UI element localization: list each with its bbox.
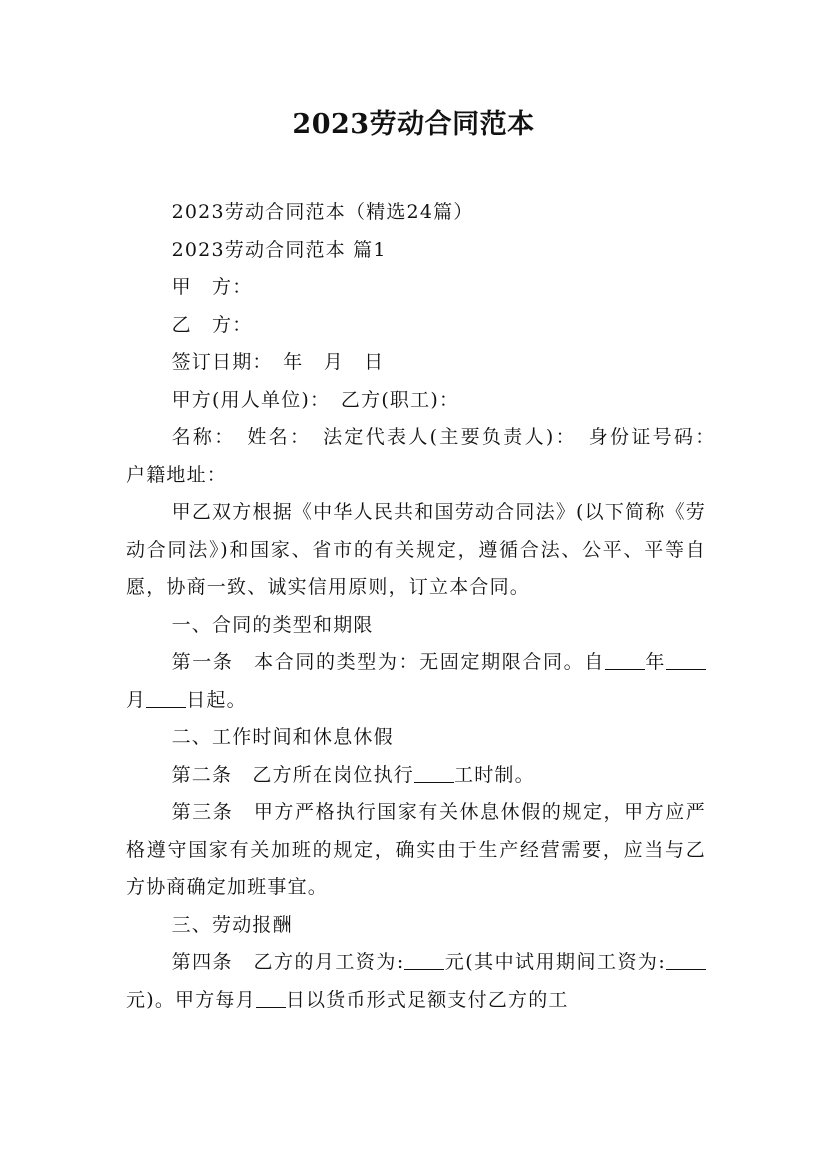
article-2-text-b: 工时制。	[454, 763, 535, 786]
paragraph-chapter-3: 三、劳动报酬	[171, 913, 293, 936]
blank-month	[666, 649, 706, 670]
document-body	[126, 194, 727, 1019]
paragraph-parties: 甲方(用人单位)： 乙方(职工)：	[171, 388, 460, 411]
paragraph-chapter-2: 二、工作时间和休息休假	[171, 726, 394, 748]
blank-pay-day	[256, 987, 286, 1008]
paragraph-article-2	[126, 757, 706, 795]
blank-year	[605, 649, 645, 670]
article-1-text-a: 第一条 本合同的类型为：无固定期限合同。自	[171, 651, 605, 673]
paragraph-chapter-1: 一、合同的类型和期限	[171, 613, 374, 636]
article-1-text-b: 年	[644, 651, 667, 673]
article-1-text-c: 月	[126, 688, 147, 711]
article-4-text-c: 元)。甲方每月	[126, 988, 256, 1011]
paragraph-party-fields: 名称： 姓名： 法定代表人(主要负责人)： 身份证号码： 户籍地址：	[126, 426, 727, 486]
paragraph-subtitle: 2023劳动合同范本（精选24篇）	[171, 201, 474, 223]
article-4-text-d: 日以货币形式足额支付乙方的工	[285, 988, 569, 1011]
document-title: 2023劳动合同范本	[292, 109, 535, 140]
paragraph-sign-date: 签订日期： 年 月 日	[171, 351, 385, 373]
paragraph-article-3: 第三条 甲方严格执行国家有关休息休假的规定，甲方应严格遵守国家有关加班的规定，确实由于生产经营需要，应当与乙方协商确定加班事宜。	[126, 801, 706, 898]
paragraph-section-heading: 2023劳动合同范本 篇1	[171, 238, 387, 261]
article-2-text-a: 第二条 乙方所在岗位执行	[171, 763, 414, 786]
article-1-text-d: 日起。	[186, 688, 247, 711]
blank-monthly-wage	[404, 949, 444, 970]
paragraph-party-b: 乙 方：	[171, 313, 253, 336]
paragraph-preamble: 甲乙双方根据《中华人民共和国劳动合同法》(以下简称《劳动合同法》)和国家、省市的有关规定，遵循合法、公平、平等自愿，协商一致、诚实信用原则，订立本合同。	[126, 501, 706, 598]
blank-work-hours	[414, 762, 454, 783]
blank-probation-wage	[666, 949, 706, 970]
paragraph-article-4	[126, 944, 706, 1019]
paragraph-article-1	[126, 644, 706, 719]
paragraph-party-a: 甲 方：	[171, 276, 253, 298]
article-4-text-b: 元(其中试用期间工资为:	[444, 951, 666, 973]
blank-day	[146, 687, 186, 708]
article-4-text-a: 第四条 乙方的月工资为:	[171, 951, 405, 973]
